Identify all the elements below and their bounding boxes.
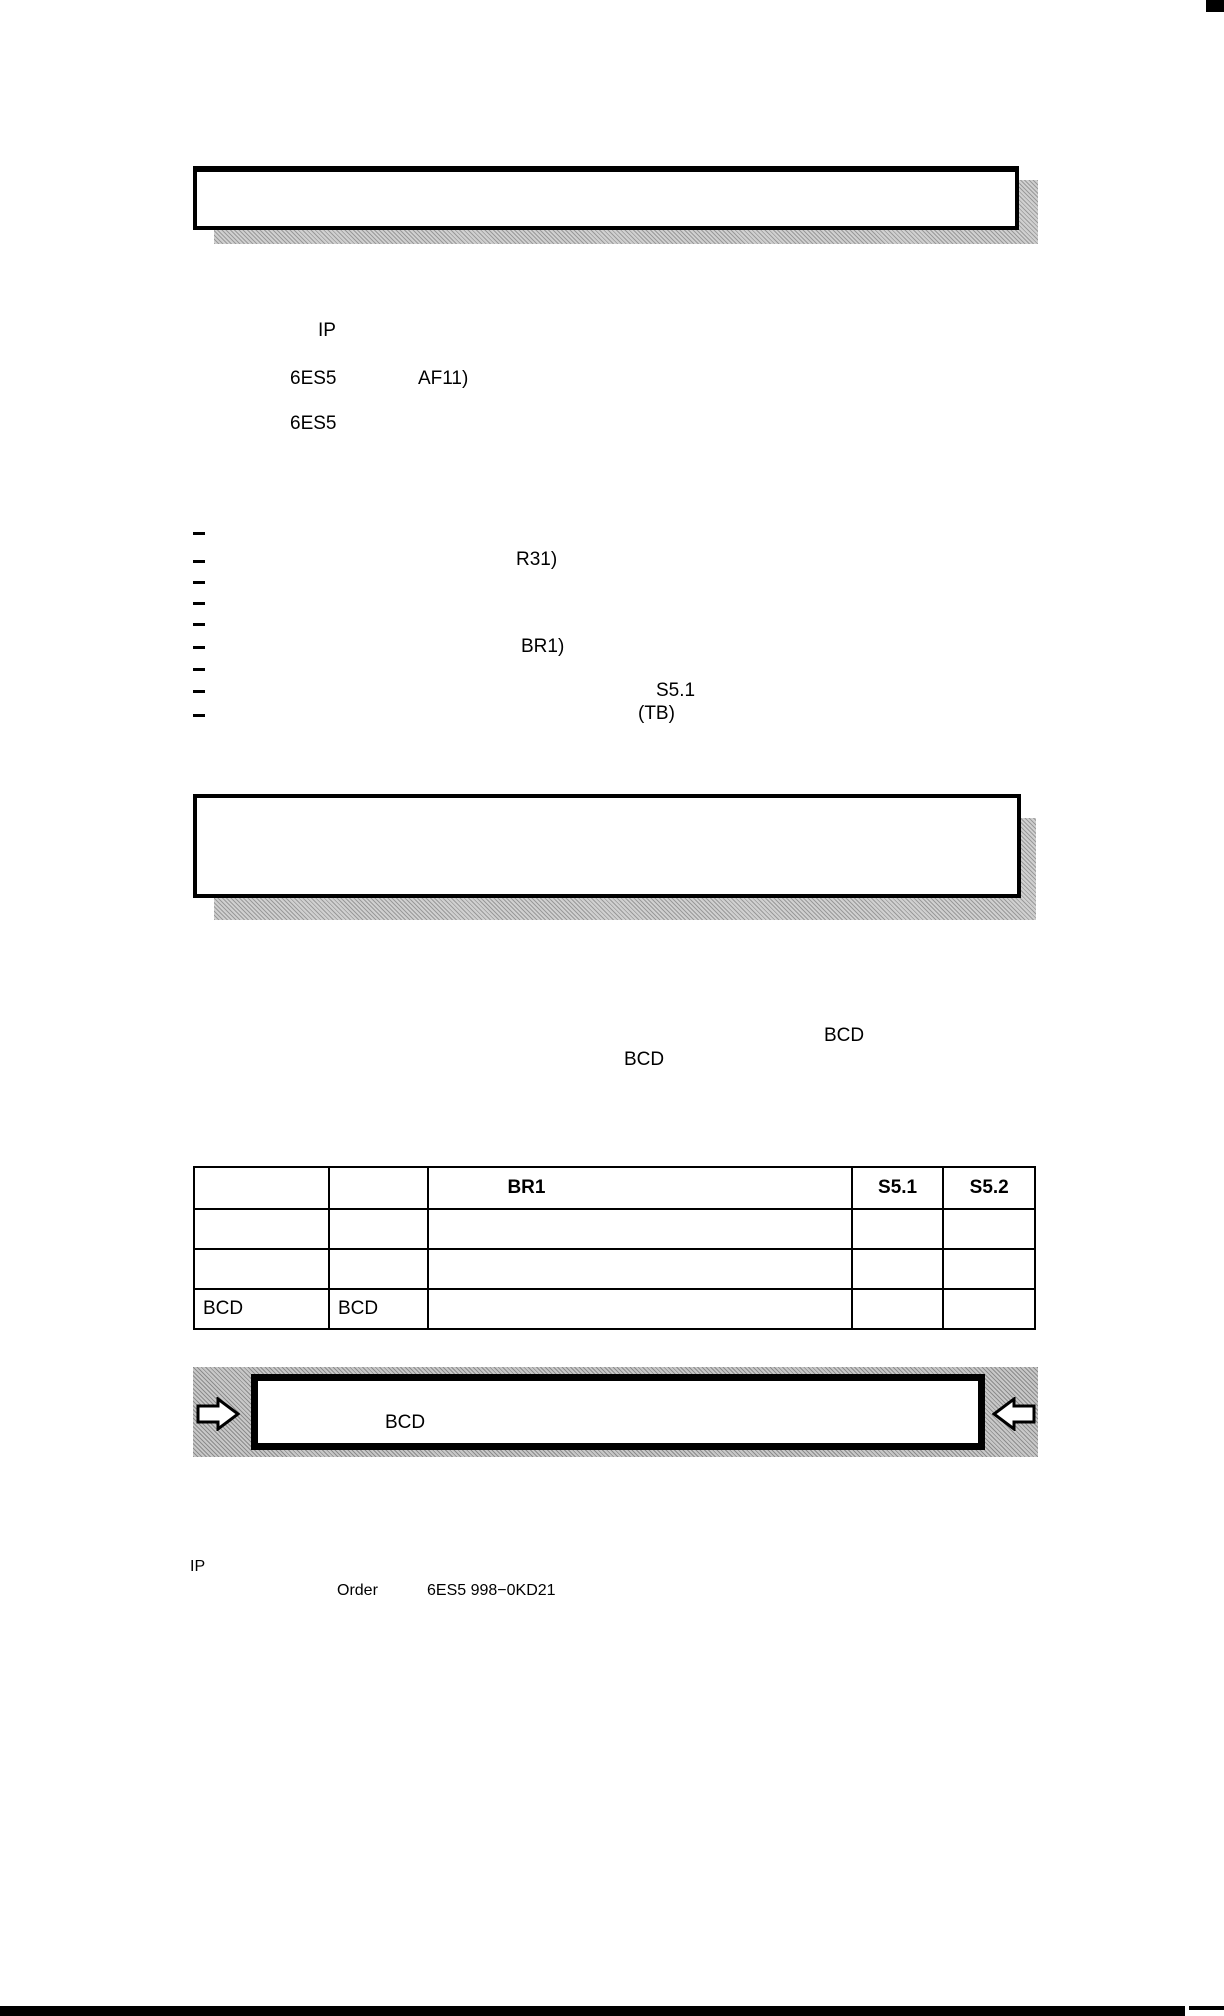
settings-table xyxy=(193,1166,1036,1330)
list-dash-8 xyxy=(193,690,205,693)
table-cell xyxy=(329,1209,429,1249)
page-corner-mark xyxy=(1206,0,1224,12)
table-cell xyxy=(943,1249,1035,1289)
table-cell xyxy=(852,1289,944,1329)
table-cell xyxy=(329,1249,429,1289)
arrow-right-icon xyxy=(196,1397,240,1431)
table-row xyxy=(194,1289,1035,1329)
table-cell xyxy=(943,1289,1035,1329)
table-header-cell xyxy=(329,1167,429,1209)
table-header-row xyxy=(194,1167,1035,1209)
paragraph-bcd-1: BCD xyxy=(824,1025,865,1046)
arrow-left-icon xyxy=(992,1397,1036,1431)
footnote-order-number: 6ES5 998−0KD21 xyxy=(427,1582,556,1599)
note-box xyxy=(251,1374,985,1450)
table-cell: BCD xyxy=(329,1289,429,1329)
note-bcd: BCD xyxy=(385,1412,426,1433)
list-item-9-text: (TB) xyxy=(638,703,675,724)
list-item-2-text: R31) xyxy=(516,549,558,570)
table-cell xyxy=(194,1209,329,1249)
table-cell: BCD xyxy=(194,1289,329,1329)
list-dash-9 xyxy=(193,714,205,717)
list-dash-2 xyxy=(193,560,205,563)
table-header-cell: S5.1 xyxy=(852,1167,944,1209)
intro-order-prefix-2: 6ES5 xyxy=(290,413,337,434)
table-cell xyxy=(428,1249,851,1289)
intro-order-prefix-1: 6ES5 xyxy=(290,368,337,389)
footer-marks xyxy=(1175,2005,1224,2013)
list-dash-5 xyxy=(193,623,205,626)
paragraph-bcd-2: BCD xyxy=(624,1049,665,1070)
list-item-6-text: BR1) xyxy=(521,636,565,657)
table-header-cell xyxy=(194,1167,329,1209)
list-dash-1 xyxy=(193,532,205,535)
table-header-cell: BR1 xyxy=(428,1167,851,1209)
table-cell xyxy=(852,1209,944,1249)
list-dash-6 xyxy=(193,646,205,649)
middle-heading-box xyxy=(193,794,1021,898)
intro-order-suffix-1: AF11) xyxy=(418,368,469,389)
table-cell xyxy=(428,1209,851,1249)
table-cell xyxy=(428,1289,851,1329)
table-cell xyxy=(943,1209,1035,1249)
table-cell xyxy=(852,1249,944,1289)
list-dash-3 xyxy=(193,581,205,584)
table-row xyxy=(194,1209,1035,1249)
top-heading-box xyxy=(193,166,1019,230)
table-header-cell: S5.2 xyxy=(943,1167,1035,1209)
footer-rule xyxy=(0,2006,1185,2016)
footnote-order-label: Order xyxy=(337,1582,378,1599)
list-item-8-text: S5.1 xyxy=(656,680,696,701)
list-dash-7 xyxy=(193,668,205,671)
table-row xyxy=(194,1249,1035,1289)
intro-ip: IP xyxy=(318,320,336,341)
list-dash-4 xyxy=(193,602,205,605)
table-cell xyxy=(194,1249,329,1289)
footnote-ip: IP xyxy=(190,1558,206,1575)
